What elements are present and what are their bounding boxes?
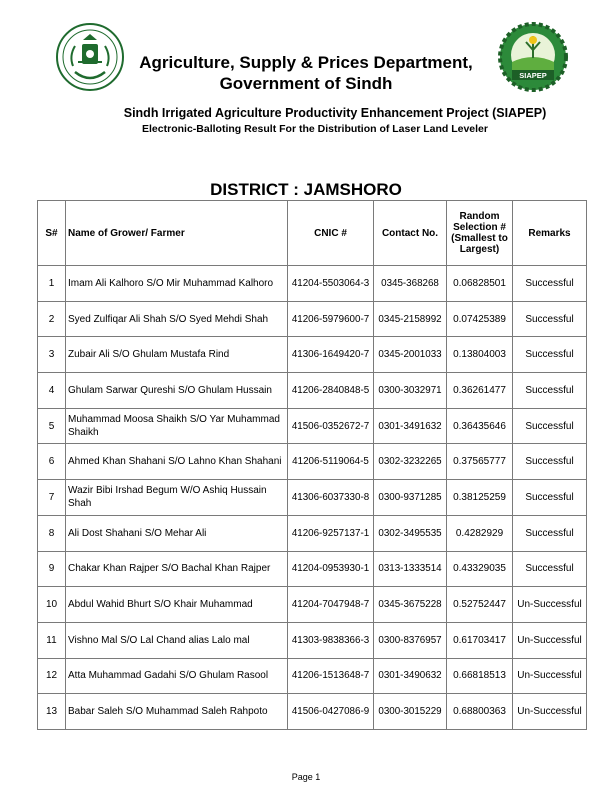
table-row: [38, 266, 587, 302]
cell-remarks: Successful: [513, 337, 587, 373]
cell-random: 0.43329035: [447, 551, 513, 587]
cell-remarks: Un-Successful: [513, 658, 587, 694]
title-line-2: Government of Sindh: [219, 74, 393, 93]
cell-random: 0.06828501: [447, 266, 513, 302]
cell-sn: 9: [38, 551, 66, 587]
cell-name: Wazir Bibi Irshad Begum W/O Ashiq Hussain Shah: [66, 480, 288, 516]
balloting-result-table: [37, 200, 587, 730]
header-cnic: CNIC #: [288, 201, 374, 266]
cell-contact: 0313-1333514: [374, 551, 447, 587]
table-row: [38, 694, 587, 730]
cell-sn: 6: [38, 444, 66, 480]
cell-sn: 11: [38, 622, 66, 658]
cell-cnic: 41303-9838366-3: [288, 622, 374, 658]
cell-remarks: Successful: [513, 301, 587, 337]
cell-contact: 0301-3490632: [374, 658, 447, 694]
cell-contact: 0300-9371285: [374, 480, 447, 516]
cell-contact: 0302-3232265: [374, 444, 447, 480]
cell-sn: 4: [38, 373, 66, 409]
cell-random: 0.66818513: [447, 658, 513, 694]
cell-sn: 7: [38, 480, 66, 516]
cell-sn: 3: [38, 337, 66, 373]
header-name: Name of Grower/ Farmer: [66, 201, 288, 266]
table-row: [38, 551, 587, 587]
cell-remarks: Successful: [513, 373, 587, 409]
siapep-logo-icon: [498, 22, 568, 92]
siapep-logo-text: SIAPEP: [519, 71, 547, 80]
sindh-government-emblem-icon: [55, 22, 125, 92]
cell-random: 0.38125259: [447, 480, 513, 516]
table-row: [38, 480, 587, 516]
table-row: [38, 658, 587, 694]
cell-random: 0.37565777: [447, 444, 513, 480]
cell-random: 0.36435646: [447, 408, 513, 444]
district-heading: DISTRICT : JAMSHORO: [210, 180, 402, 199]
table-row: [38, 373, 587, 409]
cell-contact: 0302-3495535: [374, 515, 447, 551]
cell-remarks: Un-Successful: [513, 694, 587, 730]
cell-name: Muhammad Moosa Shaikh S/O Yar Muhammad Shaikh: [66, 408, 288, 444]
cell-remarks: Successful: [513, 515, 587, 551]
table-row: [38, 301, 587, 337]
cell-contact: 0300-3015229: [374, 694, 447, 730]
table-row: [38, 515, 587, 551]
cell-contact: 0300-3032971: [374, 373, 447, 409]
cell-sn: 2: [38, 301, 66, 337]
cell-sn: 12: [38, 658, 66, 694]
cell-remarks: Successful: [513, 551, 587, 587]
cell-random: 0.61703417: [447, 622, 513, 658]
cell-cnic: 41306-6037330-8: [288, 480, 374, 516]
cell-cnic: 41206-5119064-5: [288, 444, 374, 480]
cell-name: Zubair Ali S/O Ghulam Mustafa Rind: [66, 337, 288, 373]
cell-contact: 0300-8376957: [374, 622, 447, 658]
cell-contact: 0345-2158992: [374, 301, 447, 337]
header-remarks: Remarks: [513, 201, 587, 266]
cell-name: Syed Zulfiqar Ali Shah S/O Syed Mehdi Shah: [66, 301, 288, 337]
project-subtitle: Sindh Irrigated Agriculture Productivity Enhancement Project (SIAPEP): [123, 106, 547, 120]
cell-remarks: Successful: [513, 266, 587, 302]
cell-remarks: Successful: [513, 480, 587, 516]
cell-contact: 0345-2001033: [374, 337, 447, 373]
document-title: [120, 52, 492, 94]
cell-cnic: 41506-0352672-7: [288, 408, 374, 444]
cell-name: Atta Muhammad Gadahi S/O Ghulam Rasool: [66, 658, 288, 694]
cell-sn: 5: [38, 408, 66, 444]
cell-cnic: 41206-2840848-5: [288, 373, 374, 409]
cell-remarks: Successful: [513, 444, 587, 480]
cell-name: Vishno Mal S/O Lal Chand alias Lalo mal: [66, 622, 288, 658]
cell-cnic: 41206-1513648-7: [288, 658, 374, 694]
cell-sn: 13: [38, 694, 66, 730]
cell-random: 0.68800363: [447, 694, 513, 730]
cell-name: Ali Dost Shahani S/O Mehar Ali: [66, 515, 288, 551]
page-number: Page 1: [291, 772, 321, 782]
cell-cnic: 41306-1649420-7: [288, 337, 374, 373]
cell-random: 0.52752447: [447, 587, 513, 623]
cell-cnic: 41206-9257137-1: [288, 515, 374, 551]
cell-sn: 8: [38, 515, 66, 551]
cell-name: Imam Ali Kalhoro S/O Mir Muhammad Kalhoro: [66, 266, 288, 302]
cell-cnic: 41506-0427086-9: [288, 694, 374, 730]
cell-cnic: 41204-5503064-3: [288, 266, 374, 302]
cell-name: Babar Saleh S/O Muhammad Saleh Rahpoto: [66, 694, 288, 730]
header-sn: S#: [38, 201, 66, 266]
cell-random: 0.07425389: [447, 301, 513, 337]
cell-remarks: Un-Successful: [513, 622, 587, 658]
cell-sn: 1: [38, 266, 66, 302]
cell-random: 0.4282929: [447, 515, 513, 551]
table-row: [38, 587, 587, 623]
cell-sn: 10: [38, 587, 66, 623]
table-header-row: [38, 201, 587, 266]
cell-name: Ghulam Sarwar Qureshi S/O Ghulam Hussain: [66, 373, 288, 409]
cell-contact: 0345-368268: [374, 266, 447, 302]
cell-name: Ahmed Khan Shahani S/O Lahno Khan Shahani: [66, 444, 288, 480]
table-row: [38, 337, 587, 373]
cell-cnic: 41204-0953930-1: [288, 551, 374, 587]
cell-name: Chakar Khan Rajper S/O Bachal Khan Rajper: [66, 551, 288, 587]
cell-name: Abdul Wahid Bhurt S/O Khair Muhammad: [66, 587, 288, 623]
table-row: [38, 408, 587, 444]
cell-contact: 0345-3675228: [374, 587, 447, 623]
header-random: Random Selection # (Smallest to Largest): [447, 201, 513, 266]
table-row: [38, 444, 587, 480]
cell-random: 0.13804003: [447, 337, 513, 373]
cell-cnic: 41206-5979600-7: [288, 301, 374, 337]
title-line-1: Agriculture, Supply & Prices Department,: [139, 53, 473, 72]
header-contact: Contact No.: [374, 201, 447, 266]
table-row: [38, 622, 587, 658]
cell-remarks: Successful: [513, 408, 587, 444]
cell-remarks: Un-Successful: [513, 587, 587, 623]
cell-random: 0.36261477: [447, 373, 513, 409]
cell-cnic: 41204-7047948-7: [288, 587, 374, 623]
cell-contact: 0301-3491632: [374, 408, 447, 444]
result-subtitle: Electronic-Balloting Result For the Distribution of Laser Land Leveler: [142, 123, 488, 135]
